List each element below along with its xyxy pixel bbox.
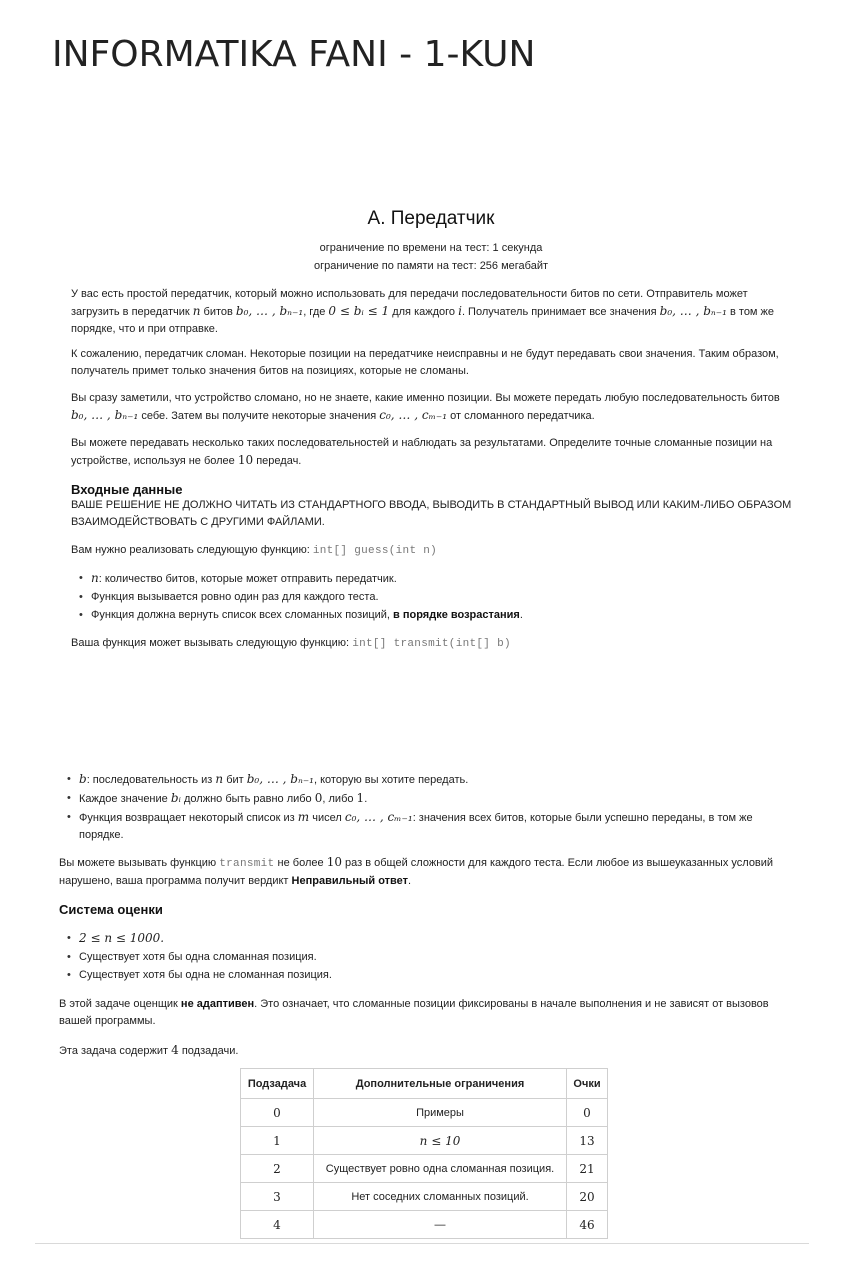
page-banner-title: INFORMATIKA FANI - 1-KUN xyxy=(52,34,536,75)
implement-function-line: Вам нужно реализовать следующую функцию: int[] guess(int n) xyxy=(71,544,438,557)
statement-paragraph-2: К сожалению, передатчик сломан. Некоторые позиции на передатчике неисправны и не будут передавать свои значения. Таким образом, получатель примет только значения битов на позициях, которые не сломаны. xyxy=(71,348,779,377)
table-header-row xyxy=(241,1069,608,1099)
list-item: • Функция вызывается ровно один раз для каждого теста. xyxy=(79,589,793,606)
grader-adaptive-paragraph: В этой задаче оценщик не адаптивен. Это означает, что сломанные позиции фиксированы в начале выполнения и не зависят от вызовов вашей программы. xyxy=(59,998,769,1027)
subtask-points: 13 xyxy=(567,1127,608,1155)
subtasks-table xyxy=(240,1068,608,1239)
time-limit: ограничение по времени на тест: 1 секунда xyxy=(319,242,543,254)
list-item: • 2 ≤ n ≤ 1000. xyxy=(67,930,781,948)
problem-limits xyxy=(0,239,851,275)
statement-paragraph-4: Вы можете передавать несколько таких последовательностей и наблюдать за результатами. Определите точные сломанные позиции на устройстве, используя не более 10 передач. xyxy=(71,437,773,467)
list-item: • Существует хотя бы одна сломанная позиция. xyxy=(67,949,781,966)
list-item: • Каждое значение bᵢ должно быть равно либо 0, либо 1. xyxy=(67,790,797,808)
subtask-constraint: Примеры xyxy=(314,1099,567,1127)
guess-bullet-list xyxy=(79,570,793,625)
transmit-signature: int[] transmit(int[] b) xyxy=(352,638,511,650)
bottom-divider xyxy=(35,1243,809,1244)
transmit-bullet-list xyxy=(67,771,797,845)
grading-heading: Система оценки xyxy=(59,902,163,917)
subtask-id: 4 xyxy=(241,1211,314,1239)
statement-paragraph-1: У вас есть простой передатчик, который можно использовать для передачи последовательности битов по сети. Отправитель может загрузить в передатчик n битов b₀, … , bₙ₋₁, где 0 ≤ bᵢ ≤ 1 для каждого i. Получатель принимает все значения b₀, … , bₙ₋₁ в том же порядке, что и при отправке. xyxy=(71,288,775,335)
table-row xyxy=(241,1155,608,1183)
subtasks-count-line: Эта задача содержит 4 подзадачи. xyxy=(59,1043,239,1057)
subtask-constraint: — xyxy=(314,1211,567,1239)
list-item: • n: количество битов, которые может отправить передатчик. xyxy=(79,570,793,588)
subtask-points: 20 xyxy=(567,1183,608,1211)
subtask-constraint: n ≤ 10 xyxy=(314,1127,567,1155)
list-item: • b: последовательность из n бит b₀, … , bₙ₋₁, которую вы хотите передать. xyxy=(67,771,797,789)
list-item: • Функция должна вернуть список всех сломанных позиций, в порядке возрастания. xyxy=(79,607,793,624)
table-row xyxy=(241,1211,608,1239)
subtask-points: 21 xyxy=(567,1155,608,1183)
problem-title: A. Передатчик xyxy=(367,208,495,229)
table-row xyxy=(241,1127,608,1155)
table-row xyxy=(241,1183,608,1211)
column-header-subtask: Подзадача xyxy=(241,1069,314,1099)
subtask-points: 0 xyxy=(567,1099,608,1127)
table-row xyxy=(241,1099,608,1127)
constraints-list xyxy=(67,930,781,985)
column-header-points: Очки xyxy=(567,1069,608,1099)
subtask-points: 46 xyxy=(567,1211,608,1239)
subtask-constraint: Нет соседних сломанных позиций. xyxy=(314,1183,567,1211)
list-item: • Существует хотя бы одна не сломанная позиция. xyxy=(67,967,781,984)
subtask-id: 1 xyxy=(241,1127,314,1155)
guess-signature: int[] guess(int n) xyxy=(312,545,438,557)
subtask-id: 2 xyxy=(241,1155,314,1183)
statement-paragraph-3: Вы сразу заметили, что устройство сломано, но не знаете, какие именно позиции. Вы можете передать любую последовательность битов b₀, … , bₙ₋₁ себе. Затем вы получите некоторые значения c₀, … , cₘ₋₁ от сломанного передатчика. xyxy=(71,392,780,422)
subtask-id: 0 xyxy=(241,1099,314,1127)
subtask-id: 3 xyxy=(241,1183,314,1211)
memory-limit: ограничение по памяти на тест: 256 мегабайт xyxy=(313,260,549,272)
input-heading: Входные данные xyxy=(71,482,183,497)
subtask-constraint: Существует ровно одна сломанная позиция. xyxy=(314,1155,567,1183)
list-item: • Функция возвращает некоторый список из m чисел c₀, … , cₘ₋₁: значения всех битов, которые были успешно переданы, в том же порядке. xyxy=(67,809,797,844)
transmit-limit-paragraph: Вы можете вызывать функцию transmit не более 10 раз в общей сложности для каждого теста. Если любое из вышеуказанных условий нарушено, ваша программа получит вердикт Неправильный ответ. xyxy=(59,855,774,887)
input-warning: ВАШЕ РЕШЕНИЕ НЕ ДОЛЖНО ЧИТАТЬ ИЗ СТАНДАРТНОГО ВВОДА, ВЫВОДИТЬ В СТАНДАРТНЫЙ ВЫВОД ИЛИ КАКИМ-ЛИБО ОБРАЗОМ ВЗАИМОДЕЙСТВОВАТЬ С ДРУГИМИ ФАЙЛАМИ. xyxy=(71,499,792,528)
call-function-line: Ваша функция может вызывать следующую функцию: int[] transmit(int[] b) xyxy=(71,637,511,650)
column-header-constraints: Дополнительные ограничения xyxy=(314,1069,567,1099)
